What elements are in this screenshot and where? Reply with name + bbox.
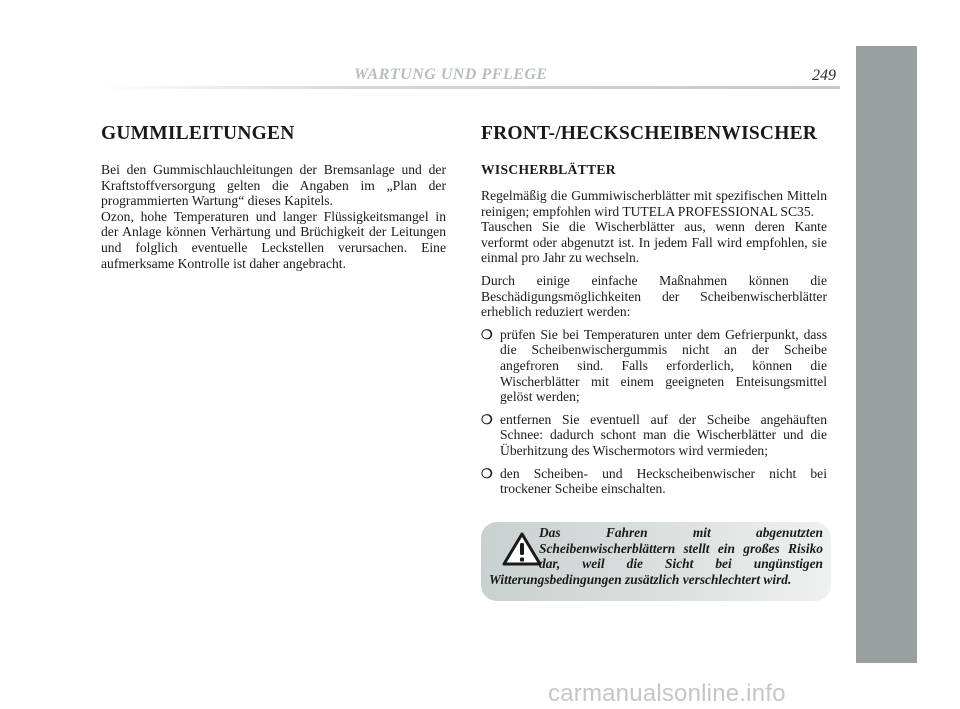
list-item	[481, 412, 827, 459]
page-header	[100, 58, 840, 94]
warning-text-block	[489, 525, 823, 587]
warning-text: Das Fahren mit abgenutzten Scheibenwischerblättern stellt ein großes Risiko dar, weil die Sicht bei ungünstigen Witterungsbedingungen zusätzlich verschlechtert wird.	[489, 525, 823, 587]
wiper-tips-list	[481, 327, 827, 497]
right-paragraph-2: Durch einige einfache Maßnahmen können die Beschädigungsmöglichkeiten der Scheibenwischerblätter erheblich reduziert werden:	[481, 272, 827, 320]
list-item-text: entfernen Sie eventuell auf der Scheibe angehäuften Schnee: dadurch schont man die Wischerblätter und die Überhitzung des Wischermotors wird vermieden;	[500, 411, 827, 458]
list-item	[481, 327, 827, 405]
left-heading: GUMMILEITUNGEN	[101, 123, 295, 144]
right-subheading: WISCHERBLÄTTER	[481, 162, 616, 177]
chapter-side-tab	[856, 46, 917, 663]
warning-box	[481, 522, 831, 601]
list-item-text: den Scheiben- und Heckscheibenwischer nicht bei trockener Scheibe einschalten.	[500, 465, 827, 497]
page-number: 249	[812, 67, 836, 84]
bullet-circle-icon: ❍	[481, 465, 493, 481]
section-title: WARTUNG UND PFLEGE	[354, 66, 548, 83]
list-item-text: prüfen Sie bei Temperaturen unter dem Gefrierpunkt, dass die Scheibenwischergummis nicht an der Scheibe angefroren sind. Falls erforderlich, können die Wischerblätter mit einem geeigneten Enteisungsmittel gelöst werden;	[500, 326, 827, 405]
bullet-circle-icon: ❍	[481, 326, 493, 342]
list-item	[481, 466, 827, 497]
bullet-circle-icon: ❍	[481, 411, 493, 427]
right-paragraph-1: Regelmäßig die Gummiwischerblätter mit spezifischen Mitteln reinigen; empfohlen wird TUTELA PROFESSIONAL SC35. Tauschen Sie die Wischerblätter aus, wenn deren Kante verformt oder abgenutzt ist. In jedem Fall wird empfohlen, sie einmal pro Jahr zu wechseln.	[481, 188, 827, 266]
left-column	[101, 122, 446, 278]
watermark: carmanualsonline.info	[548, 680, 786, 707]
right-column	[481, 122, 827, 504]
right-heading: FRONT-/HECKSCHEIBENWISCHER	[481, 123, 818, 144]
header-rule	[100, 86, 840, 89]
left-paragraph: Bei den Gummischlauchleitungen der Bremsanlage und der Kraftstoffversorgung gelten die Angaben im „Plan der programmierten Wartung“ dieses Kapitels. Ozon, hohe Temperaturen und langer Flüssigkeitsmangel in der Anlage können Verhärtung und Brüchigkeit der Leitungen und folglich eventuelle Leckstellen verursachen. Eine aufmerksame Kontrolle ist daher angebracht.	[101, 162, 446, 271]
